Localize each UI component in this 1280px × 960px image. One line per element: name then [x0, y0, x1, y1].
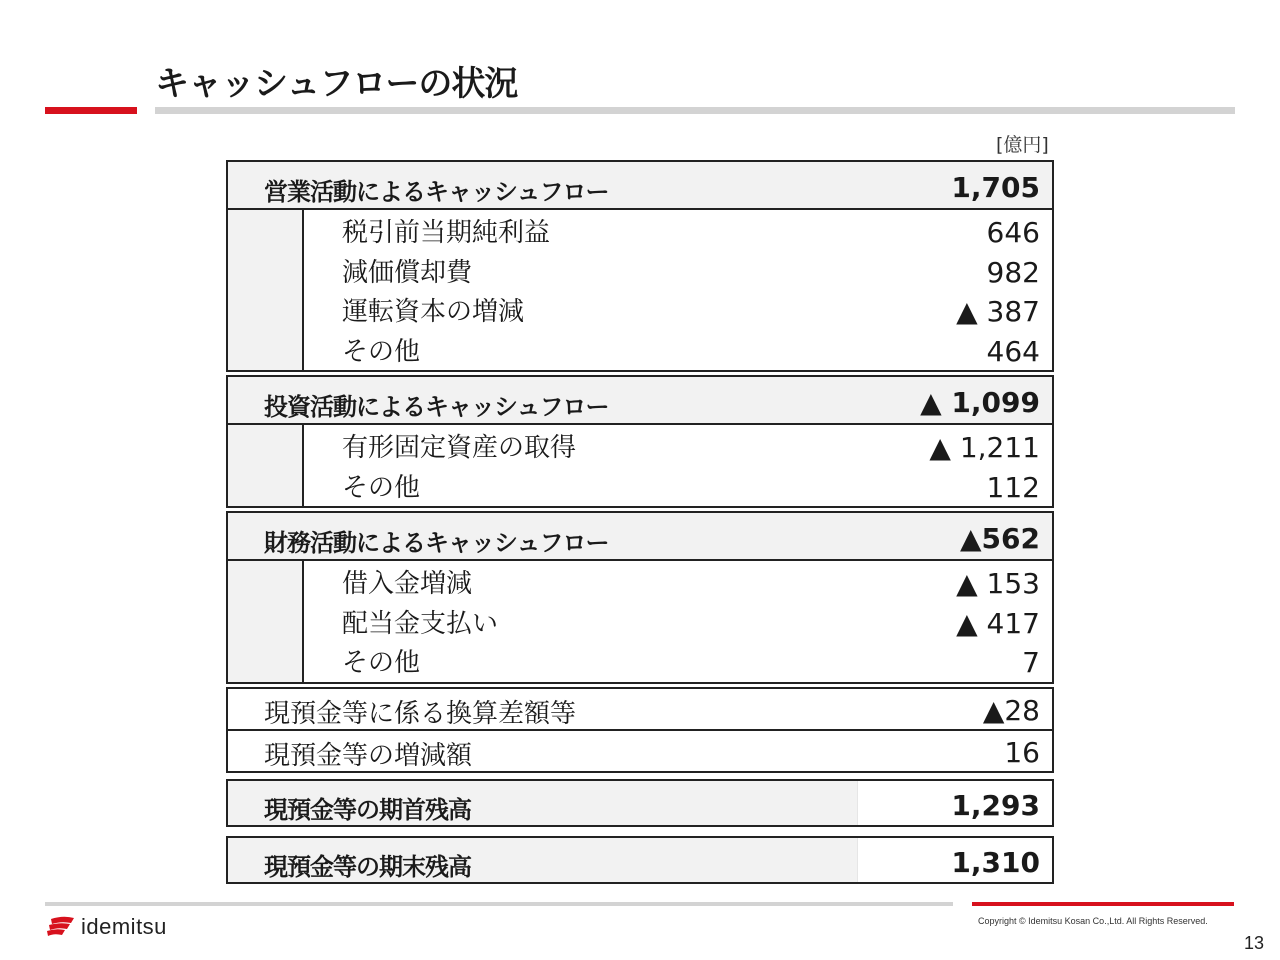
idemitsu-logo	[45, 914, 167, 940]
closing-balance-label: 現預金等の期末残高	[264, 853, 471, 881]
copyright-text: Copyright © Idemitsu Kosan Co.,Ltd. All Rights Reserved.	[978, 916, 1208, 926]
closing-balance-value-cell	[857, 838, 1052, 882]
table-row	[228, 729, 1052, 771]
table-row	[304, 427, 1052, 467]
investing-cf-label: 投資活動によるキャッシュフロー	[264, 393, 609, 421]
row-label: 減価償却費	[342, 257, 473, 288]
row-value: ▲ 153	[956, 567, 1040, 600]
table-row	[228, 689, 1052, 729]
row-value: 16	[1004, 736, 1040, 769]
table-row	[304, 252, 1052, 292]
row-label: 税引前当期純利益	[342, 218, 551, 248]
investing-cf-block	[226, 375, 1054, 508]
row-value: ▲28	[982, 694, 1040, 727]
row-label: 借入金増減	[342, 569, 473, 599]
row-value: 112	[986, 470, 1040, 504]
row-label: その他	[342, 648, 421, 678]
financing-cf-value: ▲562	[960, 522, 1040, 555]
row-label: その他	[342, 472, 421, 503]
row-label: その他	[342, 336, 421, 367]
operating-cf-header	[228, 162, 1052, 210]
footer-accent-bar	[972, 902, 1234, 906]
table-row	[304, 642, 1052, 682]
investing-cf-items	[228, 425, 1052, 506]
row-label: 現預金等に係る換算差額等	[264, 699, 577, 729]
financing-cf-items	[228, 561, 1052, 682]
row-value: 982	[986, 255, 1040, 289]
table-row	[304, 563, 1052, 603]
investing-cf-value: ▲ 1,099	[920, 386, 1040, 419]
financing-cf-label: 財務活動によるキャッシュフロー	[264, 529, 609, 557]
closing-balance-block	[226, 836, 1054, 884]
table-row	[304, 291, 1052, 331]
financing-cf-block	[226, 511, 1054, 684]
investing-cf-header	[228, 377, 1052, 425]
table-row	[304, 467, 1052, 507]
page-title: キャッシュフローの状況	[155, 64, 518, 104]
row-value: ▲ 1,211	[929, 431, 1040, 464]
financing-cf-items-inner	[302, 561, 1052, 682]
row-value: 646	[986, 216, 1040, 249]
financing-cf-header	[228, 513, 1052, 561]
row-label: 運転資本の増減	[342, 297, 525, 327]
opening-balance-block	[226, 779, 1054, 827]
opening-balance-row	[228, 781, 1052, 825]
opening-balance-value-cell	[857, 781, 1052, 825]
footer-rule	[45, 902, 953, 906]
page-number: 13	[1243, 933, 1264, 953]
unit-label: [億円]	[996, 134, 1049, 156]
cash-change-block	[226, 687, 1054, 773]
operating-cf-block	[226, 160, 1054, 372]
operating-cf-items	[228, 210, 1052, 370]
investing-cf-items-inner	[302, 425, 1052, 506]
opening-balance-value: 1,293	[951, 789, 1040, 822]
row-label: 有形固定資産の取得	[342, 433, 577, 463]
operating-cf-value: 1,705	[951, 171, 1040, 204]
operating-cf-items-inner	[302, 210, 1052, 370]
title-accent-bar	[45, 107, 137, 114]
row-label: 配当金支払い	[342, 608, 499, 639]
operating-cf-label: 営業活動によるキャッシュフロー	[264, 178, 609, 206]
table-row	[304, 603, 1052, 643]
row-value: ▲ 387	[956, 295, 1040, 328]
closing-balance-value: 1,310	[951, 846, 1040, 879]
row-value: 7	[1022, 646, 1040, 679]
row-label: 現預金等の増減額	[264, 741, 473, 771]
title-rule	[155, 107, 1235, 114]
closing-balance-row	[228, 838, 1052, 882]
logo-text: idemitsu	[81, 914, 167, 939]
opening-balance-label: 現預金等の期首残高	[264, 796, 471, 824]
table-row	[304, 331, 1052, 371]
idemitsu-flag-icon	[45, 915, 75, 939]
row-value: 464	[986, 334, 1040, 368]
table-row	[304, 212, 1052, 252]
row-value: ▲ 417	[956, 606, 1040, 640]
